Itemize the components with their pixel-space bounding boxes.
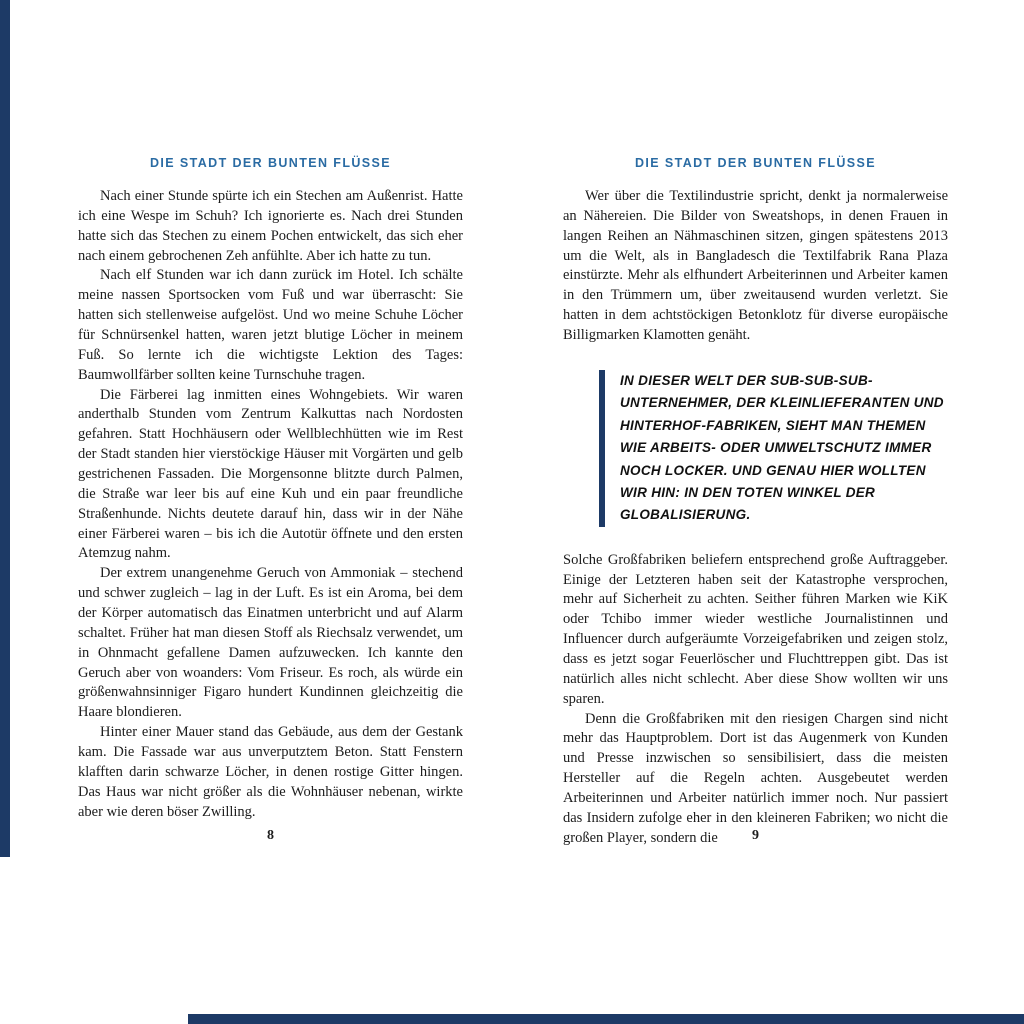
body-paragraph: Denn die Großfabriken mit den riesigen Chargen sind nicht mehr das Hauptproblem. Dort ist das Augenmerk von Kunden und Presse inzwischen so sensibilisiert, dass die meisten Hersteller auf die Regeln achten. Ausgebeutet werden Arbeiterinnen und Arbeiter natürlich immer noch. Nur passiert das Insidern zufolge eher in den kleineren Fabriken; wo nicht die großen Player, sondern die — [563, 710, 948, 846]
body-paragraph: Nach elf Stunden war ich dann zurück im Hotel. Ich schälte meine nassen Sportsocken vom Fuß und war überrascht: Sie hatten sich stellenweise aufgelöst. Und wo meine Schuhe Löcher für Schnürsenkel hatten, waren jetzt blutige Löcher in meinem Fuß. So lernte ich die wichtigste Lektion des Tages: Baumwollfärber sollten keine Turnschuhe tragen. — [78, 267, 463, 383]
chapter-header-right: DIE STADT DER BUNTEN FLÜSSE — [634, 156, 877, 170]
cover-edge-left — [0, 0, 10, 857]
body-paragraph: Der extrem unangenehme Geruch von Ammoniak – stechend und schwer zugleich – lag in der Luft. Es ist ein Aroma, bei dem der Körper automatisch das Einatmen unterbricht und auf Alarm schaltet. Früher hat man diesen Stoff als Riechsalz verwendet, um in Ohnmacht gefallene Damen aufzuwecken. Ich kannte den Geruch aber von woanders: Vom Friseur. Es roch, als würde ein größenwahnsinniger Figaro hundert Kundinnen gleichzeitig die Haare blondieren. — [78, 565, 463, 721]
page-number-right: 9 — [752, 828, 759, 843]
body-paragraph: Solche Großfabriken beliefern entsprechend große Auftraggeber. Einige der Letzteren haben seit der Katastrophe versprochen, mehr auf Sicherheit zu achten. Seither führen Marken wie KiK oder Tchibo immer wieder westliche Journalistinnen und Influencer durch aufgeräumte Vorzeigefabriken und zeigen stolz, dass es jetzt sogar Feuerlöscher und Fluchttreppen gibt. Das ist natürlich alles nicht schlecht. Aber diese Show wollten wir uns sparen. — [563, 551, 948, 707]
body-paragraph: Nach einer Stunde spürte ich ein Stechen am Außenrist. Hatte ich eine Wespe im Schuh? Ich ignorierte es. Nach drei Stunden hatte sich das Stechen zu einem Pochen entwickelt, das sich eher nach einem gebrochenen Zeh anfühlte. Aber ich hatte zu tun. — [78, 188, 463, 264]
body-text-right — [563, 187, 948, 849]
pull-quote: IN DIESER WELT DER SUB-SUB-SUB-UNTERNEHMER, DER KLEINLIEFERANTEN UND HINTERHOF-FABRIKEN, SIEHT MAN THEMEN WIE ARBEITS- ODER UMWELTSCHUTZ IMMER NOCH LOCKER. UND GENAU HIER WOLLTEN WIR HIN: IN DEN TOTEN WINKEL DER GLOBALISIERUNG. — [599, 370, 948, 527]
body-text-left — [78, 187, 463, 823]
body-paragraph: Die Färberei lag inmitten eines Wohngebiets. Wir waren anderthalb Stunden vom Zentrum Kalkuttas nach Nordosten gefahren. Statt Hochhäusern oder Wellblechhütten wie im Rest der Stadt standen hier vierstöckige Häuser mit Vorgärten und gelb gestrichenen Fassaden. Die Morgensonne blitzte durch Palmen, die Straße war leer bis auf eine Kuh und ein paar freundliche Straßenhunde. Nichts deutete darauf hin, dass wir in der Nähe einer Färberei waren – bis ich die Autotür öffnete und den ersten Atemzug nahm. — [78, 386, 463, 562]
cover-edge-bottom — [188, 1014, 1024, 1024]
body-paragraph: Wer über die Textilindustrie spricht, denkt ja normalerweise an Nähereien. Die Bilder von Sweatshops, in denen Frauen in langen Reihen an Nähmaschinen sitzen, gingen spätestens 2013 um die Welt, als in Bangladesch die Textilfabrik Rana Plaza einstürzte. Mehr als elfhundert Arbeiterinnen und Arbeiter kamen in den Trümmern um, über zweitausend wurden verletzt. Sie hatten in dem achtstöckigen Betonklotz für diverse europäische Billigmarken Klamotten genäht. — [563, 188, 948, 344]
page-number-left: 8 — [267, 828, 274, 843]
page-right — [563, 156, 948, 849]
page-left — [78, 156, 463, 823]
body-paragraph: Hinter einer Mauer stand das Gebäude, aus dem der Gestank kam. Die Fassade war aus unverputztem Beton. Statt Fenstern klafften darin schwarze Löcher, in denen rostige Gitter hingen. Das Haus war nicht größer als die Wohnhäuser nebenan, wirkte aber wie deren böser Zwilling. — [78, 724, 463, 820]
chapter-header-left: DIE STADT DER BUNTEN FLÜSSE — [149, 156, 392, 170]
